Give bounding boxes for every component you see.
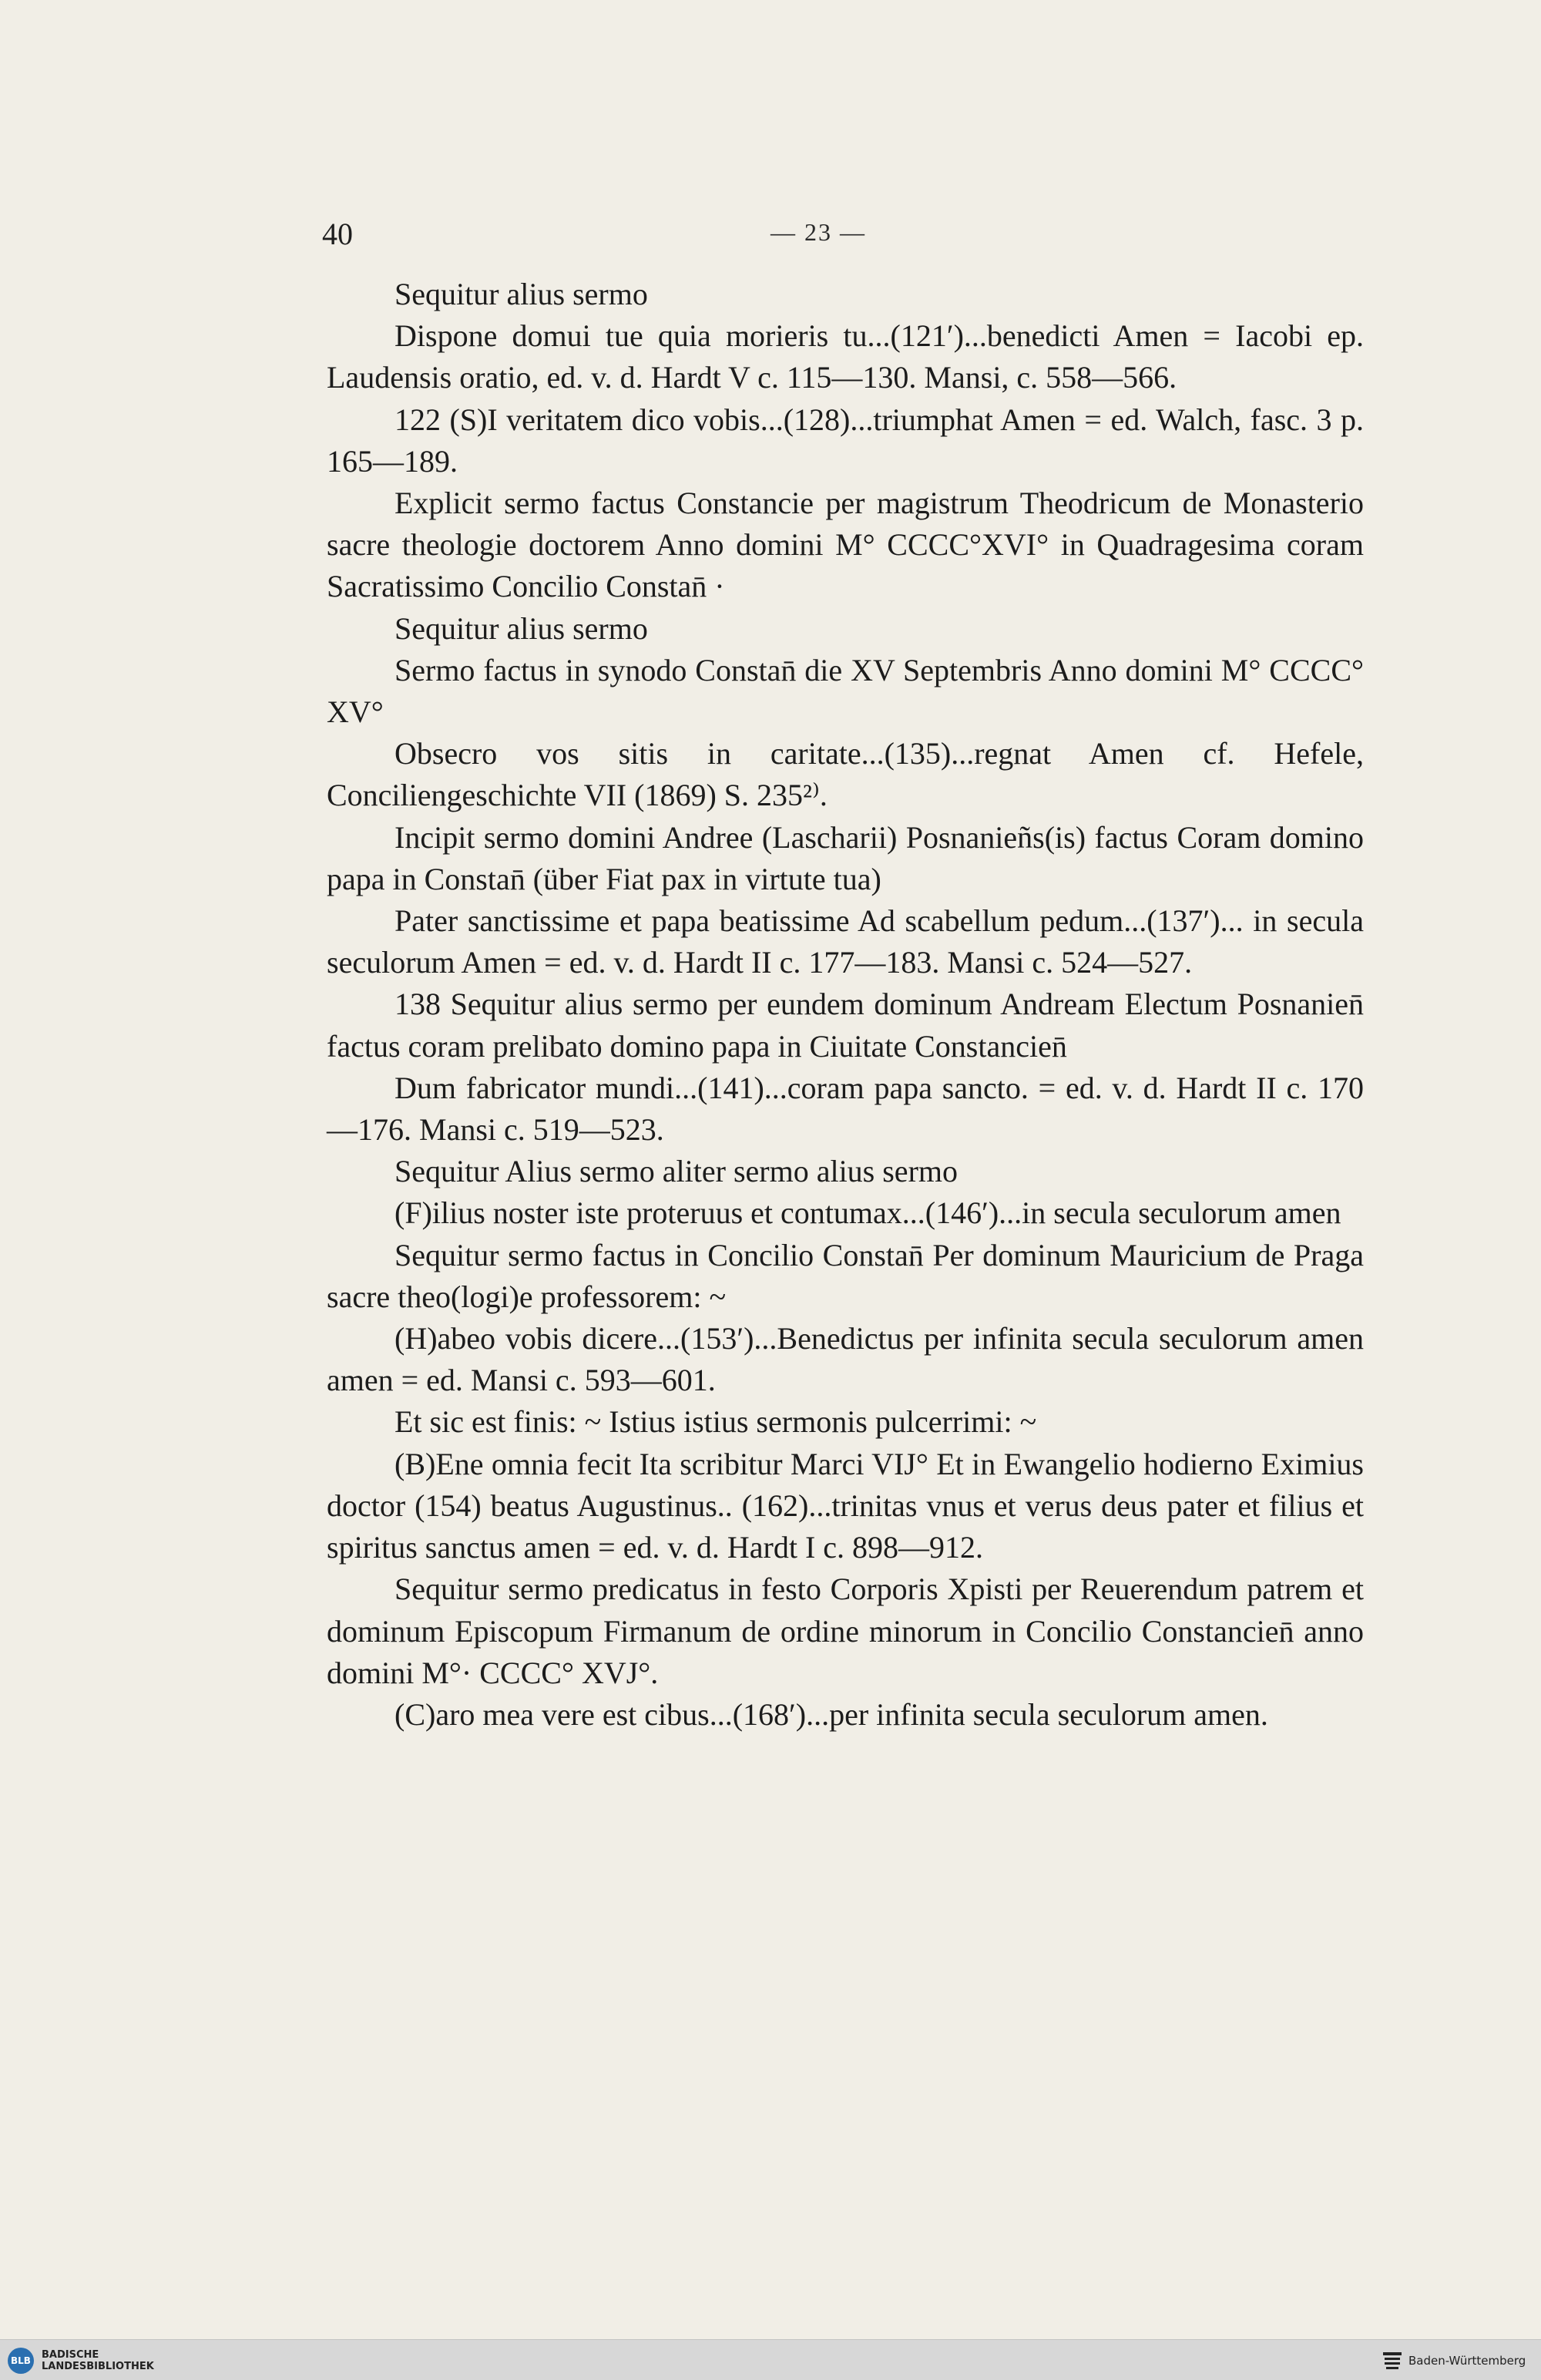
- paragraph: Pater sanctissime et papa beatissime Ad scabellum pedum...(137′)... in secula seculorum Amen = ed. v. d. Hardt II c. 177—183. Mansi c. 524—527.: [327, 903, 1364, 980]
- state-name[interactable]: Baden-Württemberg: [1408, 2354, 1526, 2368]
- paragraph: (F)ilius noster iste proteruus et contumax...(146′)...in secula seculorum amen: [394, 1195, 1341, 1231]
- paragraph: Incipit sermo domini Andree (Lascharii) Posnanieñs(is) factus Coram domino papa in Constan̄ (über Fiat pax in virtute tua): [327, 819, 1364, 896]
- folio-number: — 23 —: [770, 218, 866, 246]
- paragraph: Sequitur Alius sermo aliter sermo alius sermo: [394, 1154, 958, 1189]
- paragraph: Sermo factus in synodo Constan̄ die XV Septembris Anno domini M° CCCC° XV°: [327, 652, 1364, 730]
- paragraph: 122 (S)I veritatem dico vobis...(128)...triumphat Amen = ed. Walch, fasc. 3 p. 165—189.: [327, 402, 1364, 479]
- library-name-line1: BADISCHE: [42, 2349, 99, 2361]
- footer-bar: [0, 2339, 1541, 2380]
- blb-logo-icon[interactable]: BLB: [8, 2348, 34, 2374]
- paragraph: 138 Sequitur alius sermo per eundem dominum Andream Electum Posnanien̄ factus coram prelibato domino papa in Ciuitate Constancien̄: [327, 987, 1364, 1064]
- paragraph: Et sic est finis: ~ Istius istius sermonis pulcerrimi: ~: [394, 1404, 1037, 1440]
- body-text: [327, 274, 1364, 1736]
- paragraph: Sequitur alius sermo: [394, 610, 648, 646]
- paragraph: (H)abeo vobis dicere...(153′)...Benedictus per infinita secula seculorum amen amen = ed. Mansi c. 593—601.: [327, 1321, 1364, 1398]
- library-name[interactable]: [42, 2349, 154, 2372]
- paragraph: Explicit sermo factus Constancie per magistrum Theodricum de Monasterio sacre theologie doctorem Anno domini M° CCCC°XVI° in Quadragesima coram Sacratissimo Concilio Constan̄ ·: [327, 486, 1364, 604]
- library-name-line2: LANDESBIBLIOTHEK: [42, 2361, 154, 2372]
- baden-wuerttemberg-crest-icon: [1381, 2349, 1404, 2372]
- paragraph: Sequitur sermo predicatus in festo Corporis Xpisti per Reuerendum patrem et dominum Episcopum Firmanum de ordine minorum in Concilio Constancien̄ anno domini M°· CCCC° XVJ°.: [327, 1572, 1364, 1690]
- paragraph: Sequitur alius sermo: [394, 277, 648, 311]
- page-number: 40: [322, 217, 353, 251]
- paragraph: (B)Ene omnia fecit Ita scribitur Marci VIJ° Et in Ewangelio hodierno Eximius doctor (154) beatus Augustinus.. (162)...trinitas vnus et verus deus pater et filius et spiritus sanctus amen = ed. v. d. Hardt I c. 898—912.: [327, 1446, 1364, 1565]
- paragraph: (C)aro mea vere est cibus...(168′)...per infinita secula seculorum amen.: [394, 1696, 1268, 1732]
- paragraph: Obsecro vos sitis in caritate...(135)...regnat Amen cf. Hefele, Conciliengeschichte VII (1869) S. 235²⁾.: [327, 736, 1364, 813]
- paragraph: Sequitur sermo factus in Concilio Constan̄ Per dominum Mauricium de Praga sacre theo(logi)e professorem: ~: [327, 1237, 1364, 1314]
- paragraph: Dispone domui tue quia morieris tu...(121′)...benedicti Amen = Iacobi ep. Laudensis oratio, ed. v. d. Hardt V c. 115—130. Mansi, c. 558—566.: [327, 318, 1364, 395]
- paragraph: Dum fabricator mundi...(141)...coram papa sancto. = ed. v. d. Hardt II c. 170—176. Mansi c. 519—523.: [327, 1070, 1364, 1148]
